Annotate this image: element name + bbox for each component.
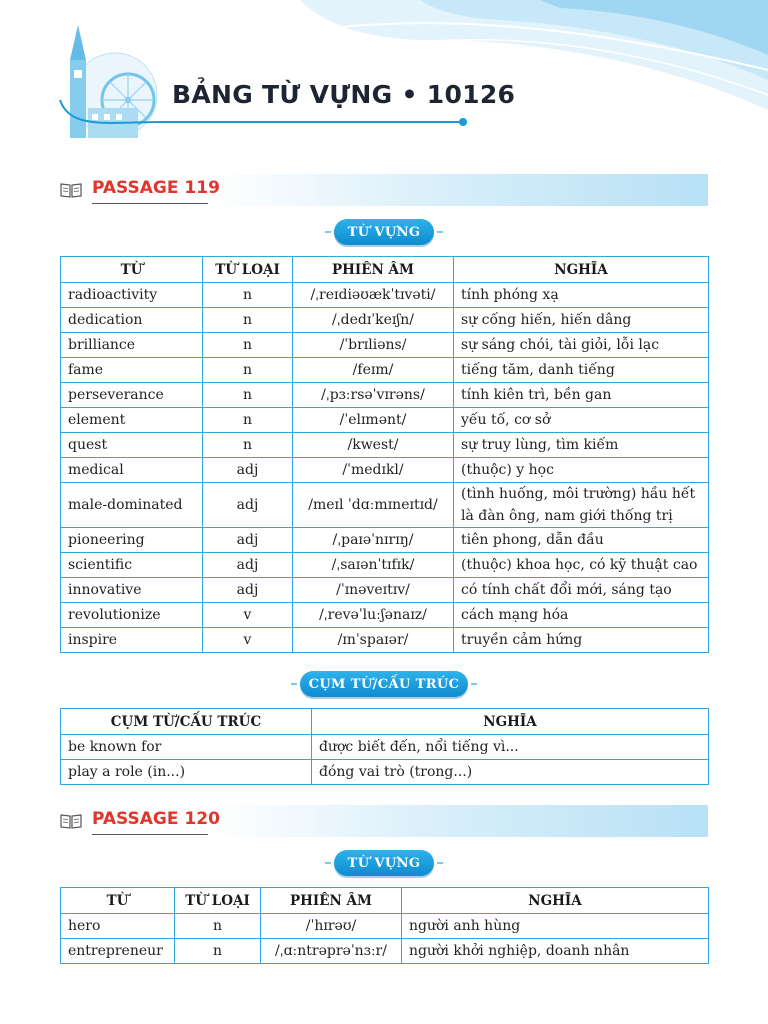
pos-cell: n bbox=[175, 914, 261, 939]
meaning-cell: người anh hùng bbox=[402, 914, 709, 939]
table-row bbox=[61, 735, 709, 760]
pos-cell: n bbox=[175, 939, 261, 964]
column-header: TỪ LOẠI bbox=[203, 257, 293, 283]
table-row bbox=[61, 333, 709, 358]
column-header: NGHĨA bbox=[312, 709, 709, 735]
ipa-cell: /ˌpɜːrsəˈvɪrəns/ bbox=[293, 383, 454, 408]
ipa-cell: /ˈelɪmənt/ bbox=[293, 408, 454, 433]
phrase-table bbox=[60, 708, 709, 785]
ipa-cell: /ˈbrɪliəns/ bbox=[293, 333, 454, 358]
meaning-cell: truyền cảm hứng bbox=[454, 628, 709, 653]
meaning-cell: đóng vai trò (trong...) bbox=[312, 760, 709, 785]
ipa-cell: /ˌrevəˈluːʃənaɪz/ bbox=[293, 603, 454, 628]
pos-cell: adj bbox=[203, 483, 293, 528]
meaning-cell: tiên phong, dẫn đầu bbox=[454, 528, 709, 553]
pos-cell: n bbox=[203, 408, 293, 433]
word-cell: perseverance bbox=[61, 383, 203, 408]
book-icon bbox=[60, 182, 82, 198]
table-row bbox=[61, 628, 709, 653]
pos-cell: n bbox=[203, 433, 293, 458]
meaning-cell: tiếng tăm, danh tiếng bbox=[454, 358, 709, 383]
pos-cell: adj bbox=[203, 553, 293, 578]
word-cell: dedication bbox=[61, 308, 203, 333]
word-cell: brilliance bbox=[61, 333, 203, 358]
section-label-vocab: TỪ VỰNG bbox=[334, 850, 434, 876]
pos-cell: v bbox=[203, 628, 293, 653]
column-header: PHIÊN ÂM bbox=[293, 257, 454, 283]
meaning-cell: sự sáng chói, tài giỏi, lỗi lạc bbox=[454, 333, 709, 358]
column-header: TỪ bbox=[61, 257, 203, 283]
word-cell: fame bbox=[61, 358, 203, 383]
meaning-cell: (thuộc) y học bbox=[454, 458, 709, 483]
table-row bbox=[61, 760, 709, 785]
phrase-cell: play a role (in...) bbox=[61, 760, 312, 785]
word-cell: hero bbox=[61, 914, 175, 939]
pos-cell: n bbox=[203, 308, 293, 333]
section-label-vocab: TỪ VỰNG bbox=[334, 219, 434, 245]
ipa-cell: /ˌɑːntrəprəˈnɜːr/ bbox=[261, 939, 402, 964]
ipa-cell: /ɪnˈspaɪər/ bbox=[293, 628, 454, 653]
meaning-cell: sự truy lùng, tìm kiếm bbox=[454, 433, 709, 458]
table-row bbox=[61, 483, 709, 528]
pos-cell: adj bbox=[203, 528, 293, 553]
word-cell: pioneering bbox=[61, 528, 203, 553]
word-cell: male-dominated bbox=[61, 483, 203, 528]
meaning-cell: sự cống hiến, hiến dâng bbox=[454, 308, 709, 333]
phrase-cell: be known for bbox=[61, 735, 312, 760]
meaning-cell: tính phóng xạ bbox=[454, 283, 709, 308]
ipa-cell: /ˈmedɪkl/ bbox=[293, 458, 454, 483]
meaning-cell: có tính chất đổi mới, sáng tạo bbox=[454, 578, 709, 603]
column-header: PHIÊN ÂM bbox=[261, 888, 402, 914]
table-header-row bbox=[61, 888, 709, 914]
table-row bbox=[61, 578, 709, 603]
ipa-cell: /ˈɪnəveɪtɪv/ bbox=[293, 578, 454, 603]
vocab-table bbox=[60, 256, 709, 653]
word-cell: inspire bbox=[61, 628, 203, 653]
meaning-cell: được biết đến, nổi tiếng vì... bbox=[312, 735, 709, 760]
table-row bbox=[61, 528, 709, 553]
table-row bbox=[61, 458, 709, 483]
book-icon bbox=[60, 813, 82, 829]
table-row bbox=[61, 283, 709, 308]
column-header: NGHĨA bbox=[402, 888, 709, 914]
passage-title: PASSAGE 119 bbox=[92, 178, 220, 198]
column-header: TỪ LOẠI bbox=[175, 888, 261, 914]
meaning-cell: (tình huống, môi trường) hầu hết là đàn ông, nam giới thống trị bbox=[454, 483, 709, 528]
pos-cell: n bbox=[203, 333, 293, 358]
ipa-cell: /meɪl ˈdɑːmɪneɪtɪd/ bbox=[293, 483, 454, 528]
table-row bbox=[61, 914, 709, 939]
column-header: NGHĨA bbox=[454, 257, 709, 283]
pos-cell: v bbox=[203, 603, 293, 628]
word-cell: revolutionize bbox=[61, 603, 203, 628]
meaning-cell: cách mạng hóa bbox=[454, 603, 709, 628]
word-cell: entrepreneur bbox=[61, 939, 175, 964]
meaning-cell: tính kiên trì, bền gan bbox=[454, 383, 709, 408]
pos-cell: n bbox=[203, 358, 293, 383]
ipa-cell: /ˌdedɪˈkeɪʃn/ bbox=[293, 308, 454, 333]
table-row bbox=[61, 358, 709, 383]
word-cell: element bbox=[61, 408, 203, 433]
page-title: BẢNG TỪ VỰNG • 10126 bbox=[172, 80, 516, 109]
pos-cell: adj bbox=[203, 458, 293, 483]
table-row bbox=[61, 308, 709, 333]
pos-cell: adj bbox=[203, 578, 293, 603]
pos-cell: n bbox=[203, 283, 293, 308]
word-cell: quest bbox=[61, 433, 203, 458]
ipa-cell: /ˌpaɪəˈnɪrɪŋ/ bbox=[293, 528, 454, 553]
table-row bbox=[61, 408, 709, 433]
column-header: TỪ bbox=[61, 888, 175, 914]
table-row bbox=[61, 553, 709, 578]
section-label-phrases: CỤM TỪ/CẤU TRÚC bbox=[300, 671, 468, 697]
meaning-cell: (thuộc) khoa học, có kỹ thuật cao bbox=[454, 553, 709, 578]
ipa-cell: /ˌsaɪənˈtɪfɪk/ bbox=[293, 553, 454, 578]
ipa-cell: /feɪm/ bbox=[293, 358, 454, 383]
word-cell: scientific bbox=[61, 553, 203, 578]
vocab-table bbox=[60, 887, 709, 964]
table-row bbox=[61, 939, 709, 964]
ipa-cell: /kwest/ bbox=[293, 433, 454, 458]
passage-title: PASSAGE 120 bbox=[92, 809, 220, 829]
passage-119-header bbox=[60, 174, 708, 206]
column-header: CỤM TỪ/CẤU TRÚC bbox=[61, 709, 312, 735]
meaning-cell: người khởi nghiệp, doanh nhân bbox=[402, 939, 709, 964]
word-cell: innovative bbox=[61, 578, 203, 603]
table-row bbox=[61, 383, 709, 408]
table-header-row bbox=[61, 257, 709, 283]
word-cell: radioactivity bbox=[61, 283, 203, 308]
table-row bbox=[61, 433, 709, 458]
table-header-row bbox=[61, 709, 709, 735]
passage-120-header bbox=[60, 805, 708, 837]
ipa-cell: /ˈhɪrəʊ/ bbox=[261, 914, 402, 939]
meaning-cell: yếu tố, cơ sở bbox=[454, 408, 709, 433]
table-row bbox=[61, 603, 709, 628]
pos-cell: n bbox=[203, 383, 293, 408]
ipa-cell: /ˌreɪdiəʊækˈtɪvəti/ bbox=[293, 283, 454, 308]
word-cell: medical bbox=[61, 458, 203, 483]
